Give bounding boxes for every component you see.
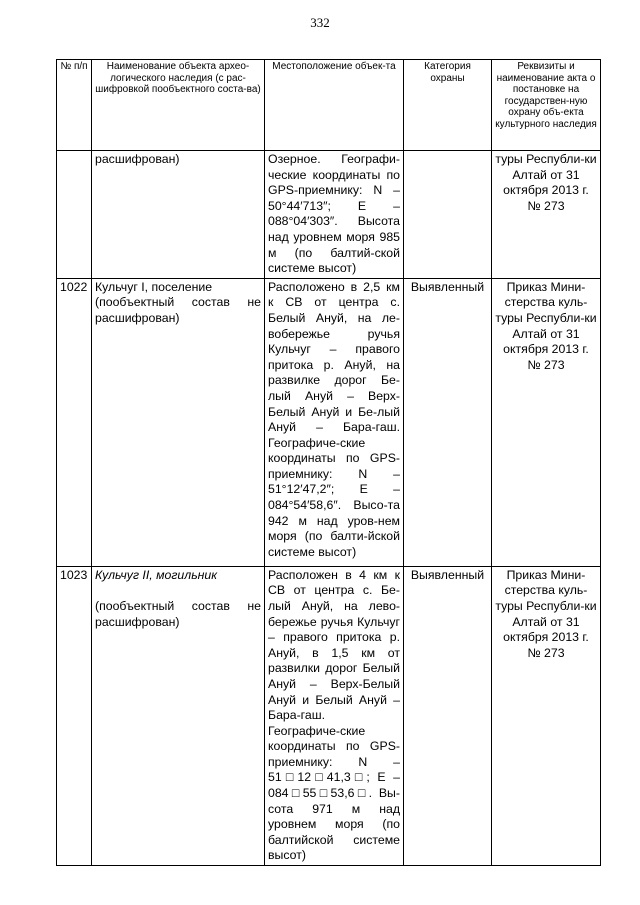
- row-name-title: Кульчуг II, могильник: [95, 567, 218, 582]
- row-requisites: Приказ Мини-стерства куль-туры Республи-ки Алтай от 31 октября 2013 г. № 273: [492, 278, 601, 566]
- table-row: [57, 278, 601, 566]
- table-row: [57, 566, 601, 865]
- row-name: [92, 151, 265, 279]
- row-num: 1023: [57, 566, 92, 865]
- heritage-table: [56, 59, 601, 866]
- row-requisites: туры Республи-ки Алтай от 31 октября 2013 г. № 273: [492, 151, 601, 279]
- row-name-detail: расшифрован): [95, 152, 180, 166]
- row-name: [92, 566, 265, 865]
- row-category: [404, 151, 492, 279]
- row-location: Расположено в 2,5 км к СВ от центра с. Белый Ануй, на ле-вобережье ручья Кульчуг – правого притока р. Ануй, на развилке дорог Бе-лый Ануй – Верх-Белый Ануй и Бе-лый Ануй – Бара-гаш. Географиче-ские координаты по GPS-приемнику: N – 51°12′47,2″; E – 084°54′58,6″. Высо-та 942 м над уров-нем моря (по балти-йской системе высот): [265, 278, 404, 566]
- row-location: Расположен в 4 км к СВ от центра с. Бе-лый Ануй, на лево-бережье ручья Кульчуг – правого притока р. Ануй, в 1,5 км от развилки дорог Белый Ануй – Верх-Белый Ануй и Белый Ануй – Бара-гаш. Географиче-ские координаты по GPS-приемнику: N – 51□12□41,3□; E – 084□55□53,6□. Вы-сота 971 м над уровнем моря (по балтийской системе высот): [265, 566, 404, 865]
- row-requisites: Приказ Мини-стерства куль-туры Республи-ки Алтай от 31 октября 2013 г. № 273: [492, 566, 601, 865]
- row-category: Выявленный: [404, 278, 492, 566]
- row-name-spacer: [95, 583, 261, 599]
- header-location: Местоположение объек-та: [265, 60, 404, 151]
- row-num: 1022: [57, 278, 92, 566]
- header-requisites: Реквизиты и наименование акта о постановке на государствен-ную охрану объ-екта культурного наследия: [492, 60, 601, 151]
- row-location: Озерное. Географи-ческие координаты по GPS-приемнику: N – 50°44′713″; E – 088°04′303″. Высота над уровнем моря 985 м (по балтий-ской системе высот): [265, 151, 404, 279]
- row-name: [92, 278, 265, 566]
- header-row: [57, 60, 601, 151]
- page-number: 332: [310, 15, 330, 30]
- header-category: Категория охраны: [404, 60, 492, 151]
- row-category: Выявленный: [404, 566, 492, 865]
- table-row: [57, 151, 601, 279]
- header-name: Наименование объекта архео-логического наследия (с рас-шифровкой пообъектного соста-ва): [92, 60, 265, 151]
- row-num: [57, 151, 92, 279]
- row-name-title: Кульчуг I, поселение: [95, 279, 213, 294]
- row-name-detail: (пообъектный состав не расшифрован): [95, 599, 261, 629]
- row-name-detail: (пообъектный состав не расшифрован): [95, 295, 261, 325]
- header-num: № п/п: [57, 60, 92, 151]
